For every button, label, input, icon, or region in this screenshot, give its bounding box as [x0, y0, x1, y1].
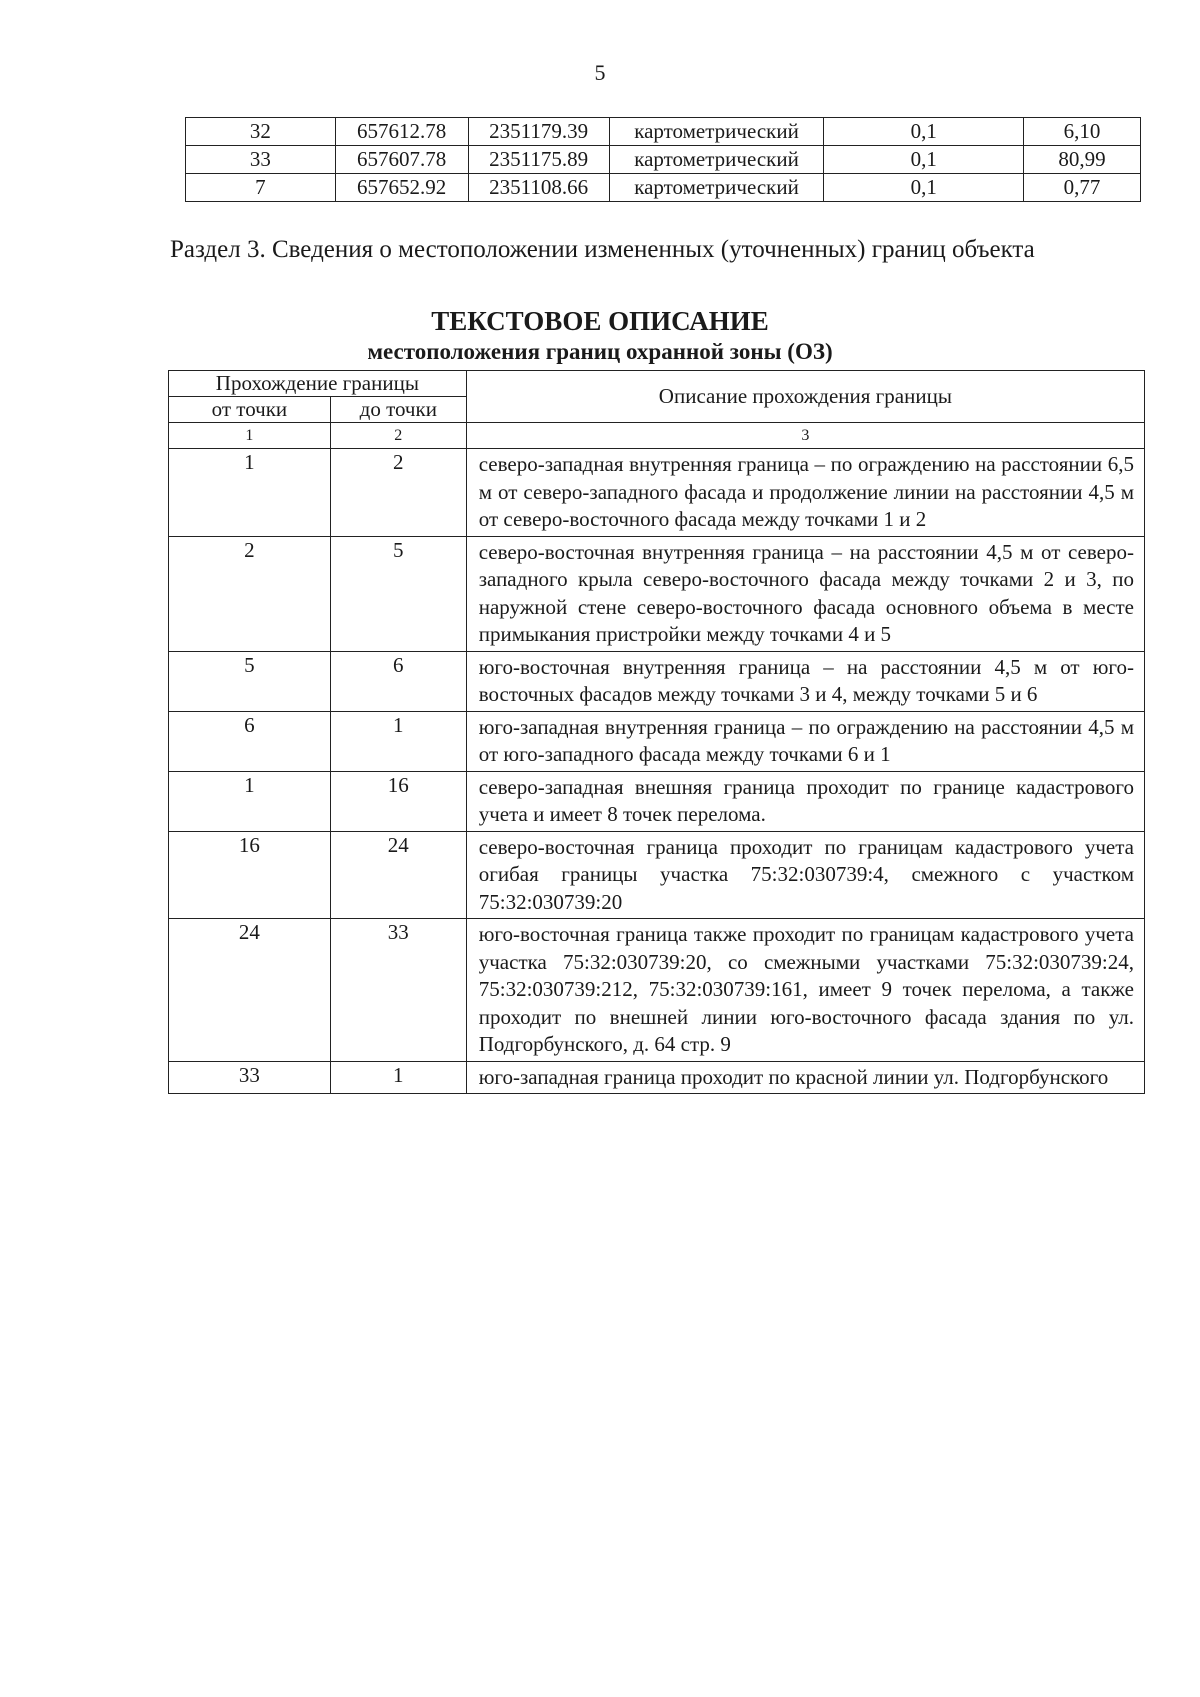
from-point-cell: 6	[169, 711, 331, 771]
x-coordinate-cell: 657607.78	[335, 146, 468, 174]
column-index: 3	[466, 423, 1144, 449]
document-title: ТЕКСТОВОЕ ОПИСАНИЕ	[431, 306, 769, 336]
column-index: 2	[330, 423, 466, 449]
description-cell: северо-западная внутренняя граница – по ограждению на расстоянии 6,5 м от северо-западного фасада и продолжение линии на расстоянии 4,5 м от северо-восточного фасада между точками 1 и 2	[466, 449, 1144, 537]
boundary-row	[169, 449, 1145, 537]
method-cell: картометрический	[609, 118, 824, 146]
from-point-cell: 33	[169, 1061, 331, 1094]
to-point-cell: 1	[330, 1061, 466, 1094]
distance-cell: 80,99	[1024, 146, 1141, 174]
description-cell: северо-западная внешняя граница проходит по границе кадастрового учета и имеет 8 точек перелома.	[466, 771, 1144, 831]
to-point-cell: 2	[330, 449, 466, 537]
boundary-row	[169, 651, 1145, 711]
description-cell: северо-восточная внутренняя граница – на расстоянии 4,5 м от северо-западного крыла северо-восточного фасада между точками 2 и 3, по наружной стене северо-восточного фасада основного объема в месте примыкания пристройки между точками 4 и 5	[466, 536, 1144, 651]
boundary-row	[169, 831, 1145, 919]
description-cell: юго-восточная внутренняя граница – на расстоянии 4,5 м от юго-восточных фасадов между точками 3 и 4, между точками 5 и 6	[466, 651, 1144, 711]
point-number-cell: 33	[186, 146, 336, 174]
coordinate-row	[186, 146, 1141, 174]
accuracy-cell: 0,1	[824, 174, 1024, 202]
point-number-cell: 7	[186, 174, 336, 202]
accuracy-cell: 0,1	[824, 146, 1024, 174]
boundary-row	[169, 771, 1145, 831]
y-coordinate-cell: 2351175.89	[468, 146, 609, 174]
to-point-cell: 5	[330, 536, 466, 651]
boundary-row	[169, 711, 1145, 771]
column-index: 1	[169, 423, 331, 449]
from-point-cell: 24	[169, 919, 331, 1062]
method-cell: картометрический	[609, 174, 824, 202]
to-point-cell: 1	[330, 711, 466, 771]
accuracy-cell: 0,1	[824, 118, 1024, 146]
section-heading: Раздел 3. Сведения о местоположении измененных (уточненных) границ объекта	[170, 236, 1035, 263]
from-point-cell: 1	[169, 771, 331, 831]
y-coordinate-cell: 2351179.39	[468, 118, 609, 146]
to-point-cell: 33	[330, 919, 466, 1062]
header-to-point: до точки	[330, 397, 466, 423]
method-cell: картометрический	[609, 146, 824, 174]
header-from-point: от точки	[169, 397, 331, 423]
description-cell: северо-восточная граница проходит по границам кадастрового учета огибая границы участка 75:32:030739:4, смежного с участком 75:32:030739:20	[466, 831, 1144, 919]
from-point-cell: 5	[169, 651, 331, 711]
x-coordinate-cell: 657612.78	[335, 118, 468, 146]
coordinates-table	[185, 117, 1141, 202]
description-cell: юго-западная внутренняя граница – по ограждению на расстоянии 4,5 м от юго-западного фасада между точками 6 и 1	[466, 711, 1144, 771]
to-point-cell: 16	[330, 771, 466, 831]
to-point-cell: 6	[330, 651, 466, 711]
boundary-description-table	[168, 370, 1145, 1094]
coordinate-row	[186, 118, 1141, 146]
to-point-cell: 24	[330, 831, 466, 919]
description-cell: юго-восточная граница также проходит по границам кадастрового учета участка 75:32:030739:20, со смежными участками 75:32:030739:24, 75:32:030739:212, 75:32:030739:161, имеет 9 точек перелома, а также проходит по внешней линии юго-восточного фасада здания по ул. Подгорбунского, д. 64 стр. 9	[466, 919, 1144, 1062]
boundary-row	[169, 1061, 1145, 1094]
from-point-cell: 2	[169, 536, 331, 651]
header-boundary-passage: Прохождение границы	[169, 371, 467, 397]
y-coordinate-cell: 2351108.66	[468, 174, 609, 202]
description-cell: юго-западная граница проходит по красной линии ул. Подгорбунского	[466, 1061, 1144, 1094]
x-coordinate-cell: 657652.92	[335, 174, 468, 202]
from-point-cell: 1	[169, 449, 331, 537]
boundary-row	[169, 919, 1145, 1062]
distance-cell: 6,10	[1024, 118, 1141, 146]
page-number: 5	[594, 60, 606, 85]
from-point-cell: 16	[169, 831, 331, 919]
boundary-row	[169, 536, 1145, 651]
document-subtitle: местоположения границ охранной зоны (ОЗ)	[367, 339, 833, 364]
point-number-cell: 32	[186, 118, 336, 146]
distance-cell: 0,77	[1024, 174, 1141, 202]
header-description: Описание прохождения границы	[466, 371, 1144, 423]
coordinate-row	[186, 174, 1141, 202]
